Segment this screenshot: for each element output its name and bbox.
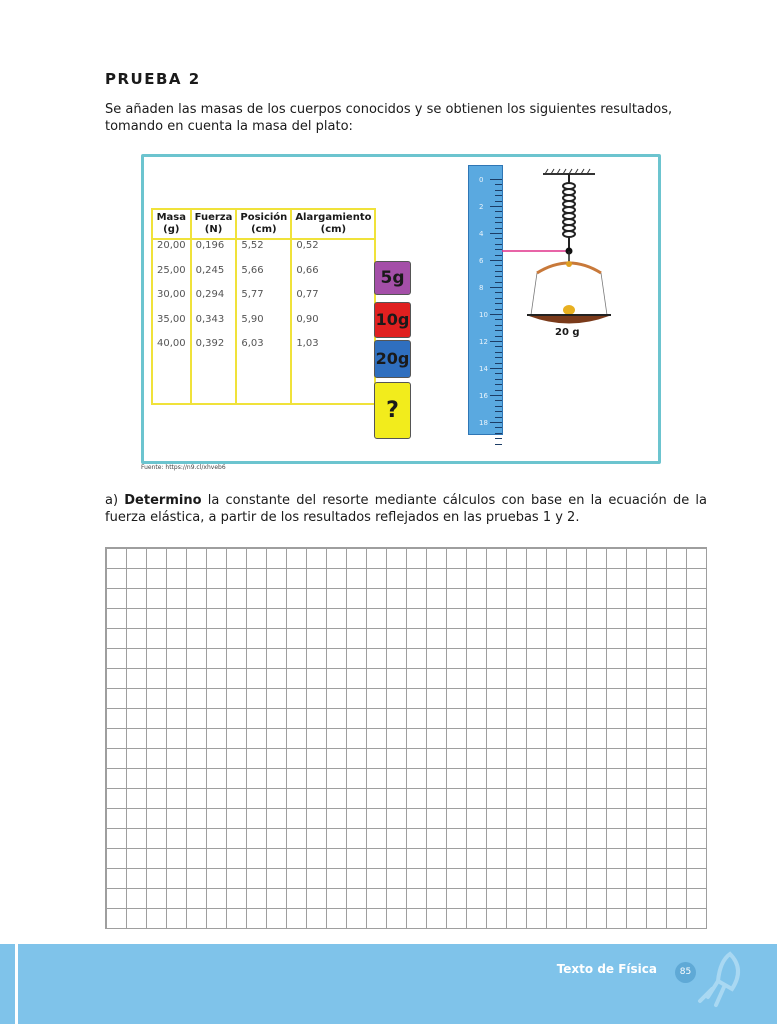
experiment-figure [141,154,661,464]
results-table [151,208,376,405]
header-alargamiento: Alargamiento (cm) [291,209,375,239]
mass-on-plate [563,305,575,315]
page-footer [0,944,777,1024]
ruler-tick [495,433,502,434]
answer-grid[interactable] [105,547,707,929]
plate-string [531,273,537,315]
table-cell: 0,77 [291,289,375,314]
table-cell: 0,52 [291,239,375,265]
table-cell: 35,00 [152,314,191,339]
ruler-label: 18 [479,419,488,427]
weight-20g: 20g [374,340,411,378]
ruler-tick [495,417,502,418]
ruler-tick [495,363,502,364]
table-cell: 0,196 [191,239,237,265]
header-posicion: Posición (cm) [236,209,291,239]
ruler-tick [495,427,502,428]
table-empty-row [152,363,375,404]
table-cell: 20,00 [152,239,191,265]
ruler-tick [490,341,502,342]
plate [529,316,609,324]
ruler-tick [490,368,502,369]
weight-unknown: ? [374,382,411,439]
table-cell: 0,66 [291,265,375,290]
table-row [152,239,375,265]
table-cell: 5,90 [236,314,291,339]
ruler-tick [495,346,502,347]
footer-title: Texto de Física [556,962,657,976]
ruler-label: 16 [479,392,488,400]
ruler-tick [495,400,502,401]
ruler [468,165,503,435]
table-row [152,265,375,290]
ruler-tick [490,422,502,423]
table-cell: 0,294 [191,289,237,314]
table-cell: 5,77 [236,289,291,314]
table-cell: 0,90 [291,314,375,339]
ruler-tick [495,411,502,412]
table-cell: 1,03 [291,338,375,363]
plate-mass-label: 20 g [555,327,580,338]
header-fuerza: Fuerza (N) [191,209,237,239]
table-cell: 30,00 [152,289,191,314]
ruler-label: 2 [479,203,484,211]
question-prefix: a) [105,493,119,508]
ruler-tick [495,444,502,445]
table-cell: 6,03 [236,338,291,363]
page-number: 85 [675,962,696,983]
ruler-tick [495,406,502,407]
ruler-tick [495,390,502,391]
ruler-label: 8 [479,284,484,292]
table-cell: 40,00 [152,338,191,363]
ruler-label: 6 [479,257,484,265]
table-header-row [152,209,375,239]
weight-10g: 10g [374,302,411,338]
question-keyword: Determino [124,493,202,508]
spring [563,174,575,251]
footer-strip [15,944,18,1024]
ruler-label: 12 [479,338,488,346]
rocket-icon [690,949,750,1019]
plate-string [601,273,607,315]
page-heading: PRUEBA 2 [105,70,201,88]
table-row [152,289,375,314]
table-cell: 5,52 [236,239,291,265]
ruler-label: 0 [479,176,484,184]
table-cell: 0,343 [191,314,237,339]
ruler-tick [495,384,502,385]
question-a [105,492,707,526]
table-row [152,314,375,339]
ruler-label: 10 [479,311,488,319]
ruler-tick [495,357,502,358]
ruler-tick [495,336,502,337]
spring-scale-illustration [499,165,619,335]
table-row [152,338,375,363]
source-caption: Fuente: https://n9.cl/xhveb6 [141,464,226,471]
question-text: la constante del resorte mediante cálculos con base en la ecuación de la fuerza elástica, a partir de los resultados reflejados en las pruebas 1 y 2. [105,493,707,525]
table-cell: 0,245 [191,265,237,290]
ruler-label: 14 [479,365,488,373]
ruler-tick [495,379,502,380]
intro-paragraph: Se añaden las masas de los cuerpos conocidos y se obtienen los siguientes resultados, tomando en cuenta la masa del plato: [105,102,673,134]
header-masa: Masa (g) [152,209,191,239]
ruler-tick [490,395,502,396]
table-cell: 25,00 [152,265,191,290]
ruler-tick [495,373,502,374]
weight-5g: 5g [374,261,411,295]
table-cell: 5,66 [236,265,291,290]
ruler-label: 4 [479,230,484,238]
table-cell: 0,392 [191,338,237,363]
ruler-tick [495,352,502,353]
ruler-tick [495,438,502,439]
hanger-knob [566,261,572,267]
